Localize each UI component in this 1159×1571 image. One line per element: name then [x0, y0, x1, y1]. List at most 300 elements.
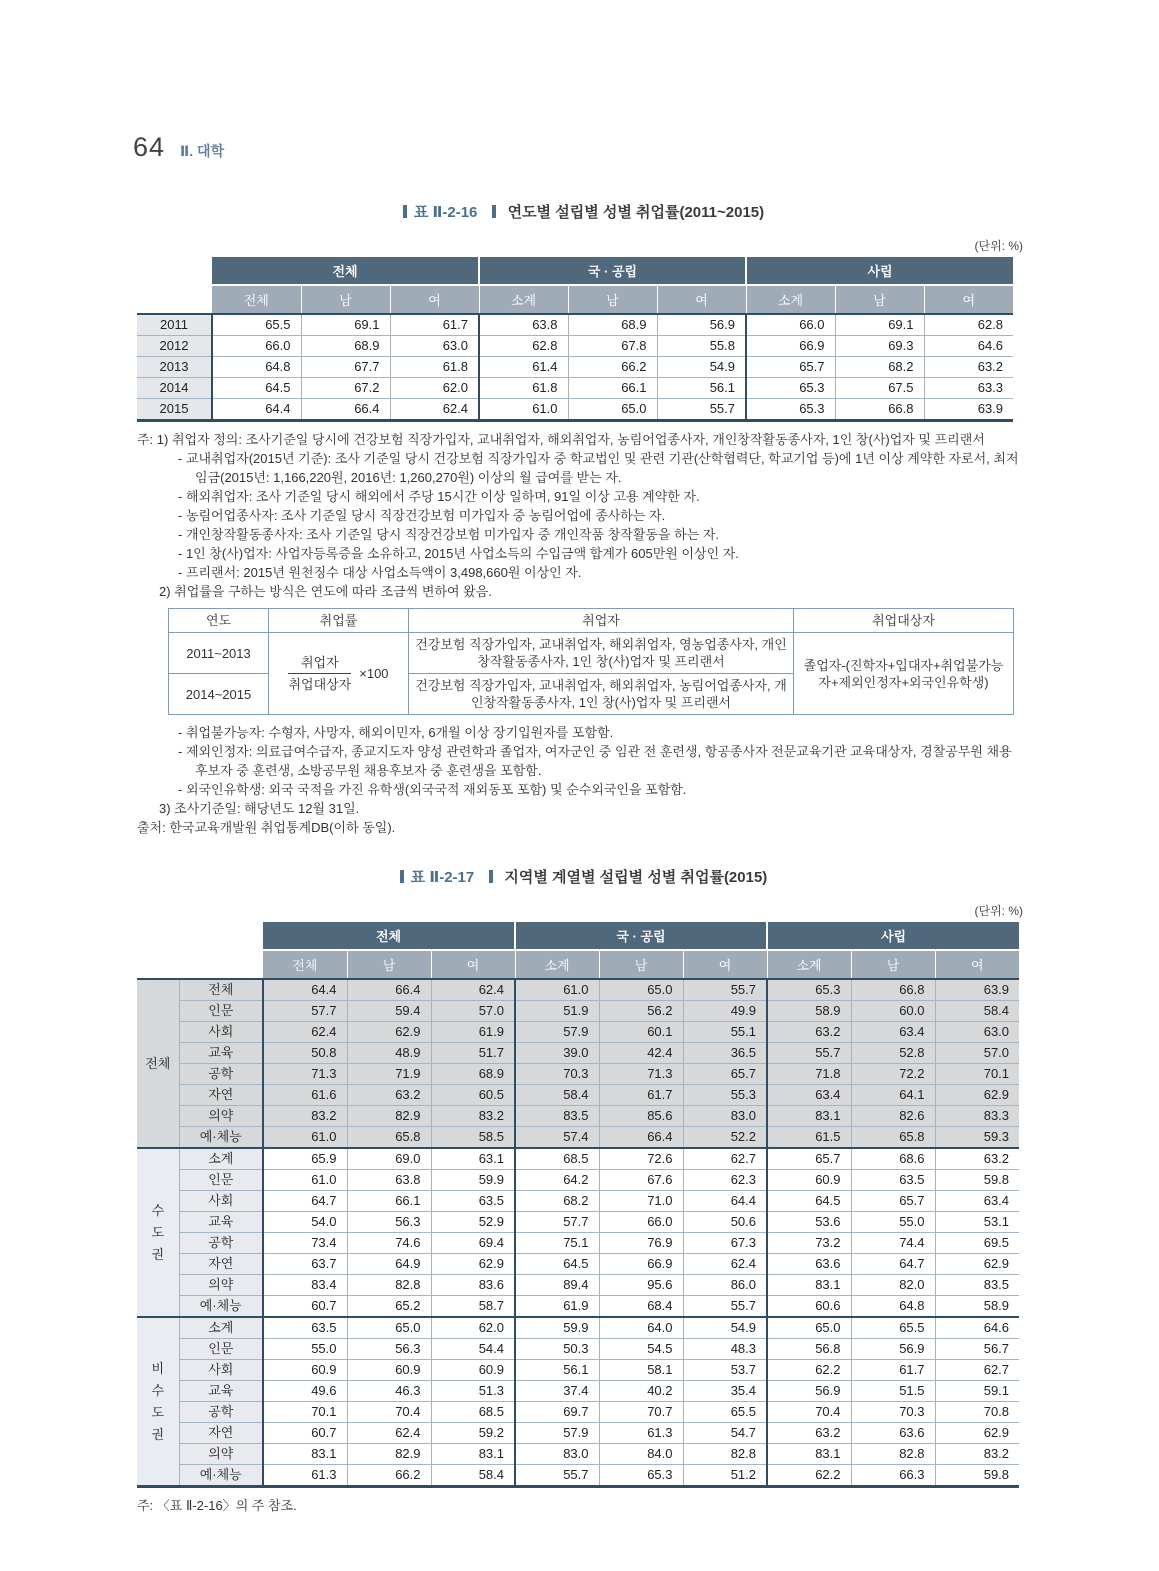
value-cell: 83.2	[935, 1444, 1019, 1465]
category-cell: 자연	[179, 1085, 263, 1106]
value-cell: 46.3	[347, 1381, 431, 1402]
value-cell: 74.4	[851, 1233, 935, 1254]
value-cell: 62.9	[935, 1423, 1019, 1444]
value-cell: 61.0	[263, 1170, 347, 1191]
formula-multiplier: ×100	[359, 666, 389, 681]
region-group-label: 수도권	[151, 1202, 165, 1262]
value-cell: 51.5	[851, 1381, 935, 1402]
value-cell: 54.9	[683, 1317, 767, 1339]
value-cell: 63.0	[935, 1022, 1019, 1043]
value-cell: 66.0	[212, 336, 301, 357]
value-cell: 55.0	[263, 1339, 347, 1360]
value-cell: 61.8	[479, 378, 568, 399]
page-content	[137, 204, 1023, 1514]
value-cell: 67.2	[301, 378, 390, 399]
value-cell: 67.7	[301, 357, 390, 378]
region-group-cell	[137, 1317, 179, 1487]
value-cell: 58.4	[431, 1465, 515, 1487]
value-cell: 65.0	[347, 1317, 431, 1339]
value-cell: 63.9	[924, 399, 1013, 421]
table2-unit-label: (단위: %)	[974, 904, 1023, 918]
value-cell: 52.8	[851, 1043, 935, 1064]
category-cell: 예·체능	[179, 1296, 263, 1318]
column-sub-header: 여	[683, 950, 767, 979]
value-cell: 82.8	[851, 1444, 935, 1465]
value-cell: 84.0	[599, 1444, 683, 1465]
value-cell: 63.2	[767, 1423, 851, 1444]
value-cell: 62.4	[347, 1423, 431, 1444]
table-title-bar-icon	[400, 870, 404, 883]
value-cell: 49.6	[263, 1381, 347, 1402]
value-cell: 57.9	[515, 1022, 599, 1043]
value-cell: 59.3	[935, 1127, 1019, 1149]
value-cell: 83.1	[767, 1275, 851, 1296]
formula-header-year: 연도	[169, 609, 269, 633]
column-sub-header: 남	[347, 950, 431, 979]
table-row	[137, 1296, 1019, 1318]
value-cell: 82.6	[851, 1106, 935, 1127]
value-cell: 66.0	[599, 1212, 683, 1233]
value-cell: 63.0	[390, 336, 479, 357]
value-cell: 65.3	[746, 378, 835, 399]
value-cell: 65.0	[568, 399, 657, 421]
value-cell: 53.6	[767, 1212, 851, 1233]
table-row	[137, 314, 1013, 336]
value-cell: 63.5	[431, 1191, 515, 1212]
value-cell: 75.1	[515, 1233, 599, 1254]
value-cell: 64.4	[683, 1191, 767, 1212]
value-cell: 62.4	[390, 399, 479, 421]
value-cell: 65.3	[599, 1465, 683, 1487]
value-cell: 61.6	[263, 1085, 347, 1106]
value-cell: 61.9	[431, 1022, 515, 1043]
value-cell: 61.0	[479, 399, 568, 421]
note-item: 출처: 한국교육개발원 취업통계DB(이하 동일).	[137, 820, 396, 835]
table-row	[137, 1212, 1019, 1233]
category-cell: 사회	[179, 1022, 263, 1043]
value-cell: 74.6	[347, 1233, 431, 1254]
table-row	[137, 336, 1013, 357]
category-cell: 사회	[179, 1191, 263, 1212]
value-cell: 71.8	[767, 1064, 851, 1085]
table1-notes-continued	[137, 723, 1023, 837]
year-cell: 2013	[137, 357, 212, 378]
value-cell: 68.9	[568, 314, 657, 336]
value-cell: 64.8	[851, 1296, 935, 1318]
value-cell: 55.8	[657, 336, 746, 357]
value-cell: 64.8	[212, 357, 301, 378]
value-cell: 71.3	[263, 1064, 347, 1085]
column-sub-header: 여	[657, 285, 746, 314]
table-row	[137, 1191, 1019, 1212]
column-sub-header: 여	[924, 285, 1013, 314]
value-cell: 67.5	[835, 378, 924, 399]
region-group-cell	[137, 979, 179, 1148]
value-cell: 63.8	[479, 314, 568, 336]
value-cell: 58.1	[599, 1360, 683, 1381]
page-number: 64	[133, 132, 166, 162]
value-cell: 52.9	[431, 1212, 515, 1233]
value-cell: 62.0	[431, 1317, 515, 1339]
value-cell: 62.4	[683, 1254, 767, 1275]
category-cell: 사회	[179, 1360, 263, 1381]
value-cell: 66.4	[599, 1127, 683, 1149]
value-cell: 83.3	[935, 1106, 1019, 1127]
value-cell: 73.2	[767, 1233, 851, 1254]
table1-title	[137, 204, 1023, 222]
value-cell: 60.7	[263, 1423, 347, 1444]
table2-footnote: 주: 〈표 Ⅱ-2-16〉의 주 참조.	[137, 1498, 297, 1513]
value-cell: 52.2	[683, 1127, 767, 1149]
value-cell: 62.2	[767, 1465, 851, 1487]
table-row	[137, 1317, 1019, 1339]
value-cell: 63.7	[263, 1254, 347, 1275]
value-cell: 55.7	[515, 1465, 599, 1487]
value-cell: 65.0	[599, 979, 683, 1001]
value-cell: 64.7	[263, 1191, 347, 1212]
value-cell: 69.0	[347, 1148, 431, 1170]
value-cell: 65.8	[851, 1127, 935, 1149]
table-title-bar-icon	[492, 205, 496, 218]
value-cell: 59.2	[431, 1423, 515, 1444]
table1-notes	[137, 430, 1023, 601]
category-cell: 공학	[179, 1064, 263, 1085]
column-sub-header: 남	[599, 950, 683, 979]
value-cell: 60.1	[599, 1022, 683, 1043]
value-cell: 69.5	[935, 1233, 1019, 1254]
formula-header-target: 취업대상자	[794, 609, 1014, 633]
value-cell: 37.4	[515, 1381, 599, 1402]
value-cell: 68.4	[599, 1296, 683, 1318]
column-group-header: 국 · 공립	[479, 257, 746, 285]
value-cell: 63.9	[935, 979, 1019, 1001]
table-row	[137, 1233, 1019, 1254]
value-cell: 71.0	[599, 1191, 683, 1212]
note-item: - 외국인유학생: 외국 국적을 가진 유학생(외국국적 재외동포 포함) 및 순수외국인을 포함함.	[178, 782, 687, 797]
value-cell: 59.9	[515, 1317, 599, 1339]
value-cell: 55.7	[683, 979, 767, 1001]
column-sub-header: 전체	[212, 285, 301, 314]
value-cell: 55.0	[851, 1212, 935, 1233]
table-row	[137, 1339, 1019, 1360]
table-row	[137, 1381, 1019, 1402]
value-cell: 61.0	[515, 979, 599, 1001]
value-cell: 63.1	[431, 1148, 515, 1170]
column-sub-header: 남	[301, 285, 390, 314]
category-cell: 인문	[179, 1170, 263, 1191]
value-cell: 39.0	[515, 1043, 599, 1064]
employment-rate-formula-table	[168, 608, 1014, 715]
table-row	[137, 1170, 1019, 1191]
value-cell: 49.9	[683, 1001, 767, 1022]
table-row	[137, 1423, 1019, 1444]
table1-title-text: 연도별 설립별 성별 취업률(2011~2015)	[507, 204, 765, 221]
value-cell: 51.7	[431, 1043, 515, 1064]
formula-target-cell: 졸업자-(진학자+입대자+취업불가능자+제외인정자+외국인유학생)	[794, 633, 1014, 715]
value-cell: 58.4	[515, 1085, 599, 1106]
value-cell: 48.3	[683, 1339, 767, 1360]
value-cell: 65.7	[683, 1064, 767, 1085]
category-cell: 의약	[179, 1275, 263, 1296]
value-cell: 56.9	[657, 314, 746, 336]
value-cell: 56.2	[599, 1001, 683, 1022]
value-cell: 56.3	[347, 1212, 431, 1233]
value-cell: 82.8	[347, 1275, 431, 1296]
category-cell: 전체	[179, 979, 263, 1001]
region-group-label: 전체	[145, 1055, 171, 1071]
category-cell: 인문	[179, 1339, 263, 1360]
value-cell: 66.4	[301, 399, 390, 421]
value-cell: 57.7	[515, 1212, 599, 1233]
value-cell: 61.8	[390, 357, 479, 378]
value-cell: 68.2	[515, 1191, 599, 1212]
value-cell: 61.9	[515, 1296, 599, 1318]
column-sub-header: 소계	[746, 285, 835, 314]
table-row	[137, 1106, 1019, 1127]
formula-rate-cell	[269, 633, 409, 715]
value-cell: 50.8	[263, 1043, 347, 1064]
value-cell: 59.4	[347, 1001, 431, 1022]
value-cell: 61.3	[263, 1465, 347, 1487]
value-cell: 89.4	[515, 1275, 599, 1296]
value-cell: 85.6	[599, 1106, 683, 1127]
value-cell: 61.7	[390, 314, 479, 336]
value-cell: 62.4	[263, 1022, 347, 1043]
value-cell: 35.4	[683, 1381, 767, 1402]
value-cell: 56.8	[767, 1339, 851, 1360]
value-cell: 59.9	[431, 1170, 515, 1191]
table-row	[137, 1001, 1019, 1022]
region-group-label: 비수도권	[151, 1360, 165, 1442]
value-cell: 58.7	[431, 1296, 515, 1318]
table-row	[137, 1444, 1019, 1465]
table2-title-number: 표 Ⅱ-2-17	[410, 869, 475, 886]
value-cell: 64.2	[515, 1170, 599, 1191]
value-cell: 62.2	[767, 1360, 851, 1381]
value-cell: 76.9	[599, 1233, 683, 1254]
value-cell: 62.0	[390, 378, 479, 399]
employment-rate-by-region-table	[137, 922, 1019, 1488]
category-cell: 자연	[179, 1423, 263, 1444]
value-cell: 65.3	[746, 399, 835, 421]
formula-period-cell: 2011~2013	[169, 633, 269, 674]
value-cell: 63.6	[767, 1254, 851, 1275]
note-item: - 해외취업자: 조사 기준일 당시 해외에서 주당 15시간 이상 일하며, 91일 이상 고용 계약한 자.	[178, 489, 700, 504]
value-cell: 83.6	[431, 1275, 515, 1296]
value-cell: 53.7	[683, 1360, 767, 1381]
value-cell: 70.1	[935, 1064, 1019, 1085]
value-cell: 83.0	[683, 1106, 767, 1127]
value-cell: 68.5	[515, 1148, 599, 1170]
value-cell: 60.7	[263, 1296, 347, 1318]
value-cell: 56.3	[347, 1339, 431, 1360]
year-cell: 2015	[137, 399, 212, 421]
value-cell: 60.9	[263, 1360, 347, 1381]
value-cell: 42.4	[599, 1043, 683, 1064]
value-cell: 83.1	[263, 1444, 347, 1465]
value-cell: 82.8	[683, 1444, 767, 1465]
value-cell: 54.4	[431, 1339, 515, 1360]
value-cell: 65.7	[851, 1191, 935, 1212]
value-cell: 56.9	[767, 1381, 851, 1402]
value-cell: 68.5	[431, 1402, 515, 1423]
value-cell: 66.4	[347, 979, 431, 1001]
value-cell: 66.2	[568, 357, 657, 378]
category-cell: 공학	[179, 1402, 263, 1423]
value-cell: 66.1	[347, 1191, 431, 1212]
value-cell: 59.8	[935, 1465, 1019, 1487]
column-sub-header: 남	[568, 285, 657, 314]
value-cell: 70.7	[599, 1402, 683, 1423]
value-cell: 64.5	[767, 1191, 851, 1212]
value-cell: 61.0	[263, 1127, 347, 1149]
value-cell: 57.4	[515, 1127, 599, 1149]
year-cell: 2011	[137, 314, 212, 336]
formula-header-rate: 취업률	[269, 609, 409, 633]
note-item: - 프리랜서: 2015년 원천징수 대상 사업소득액이 3,498,660원 이상인 자.	[178, 565, 582, 580]
category-cell: 의약	[179, 1444, 263, 1465]
value-cell: 65.5	[683, 1402, 767, 1423]
value-cell: 64.6	[924, 336, 1013, 357]
value-cell: 63.2	[935, 1148, 1019, 1170]
value-cell: 62.9	[935, 1085, 1019, 1106]
value-cell: 64.4	[212, 399, 301, 421]
value-cell: 61.4	[479, 357, 568, 378]
table1-title-number: 표 Ⅱ-2-16	[413, 204, 478, 221]
value-cell: 61.7	[851, 1360, 935, 1381]
value-cell: 83.1	[767, 1444, 851, 1465]
value-cell: 60.6	[767, 1296, 851, 1318]
value-cell: 62.9	[935, 1254, 1019, 1275]
formula-denominator: 취업대상자	[288, 673, 351, 693]
column-sub-header: 소계	[479, 285, 568, 314]
value-cell: 48.9	[347, 1043, 431, 1064]
value-cell: 60.9	[347, 1360, 431, 1381]
value-cell: 55.7	[683, 1296, 767, 1318]
column-sub-header: 남	[851, 950, 935, 979]
value-cell: 86.0	[683, 1275, 767, 1296]
value-cell: 73.4	[263, 1233, 347, 1254]
value-cell: 63.4	[935, 1191, 1019, 1212]
value-cell: 54.7	[683, 1423, 767, 1444]
category-cell: 소계	[179, 1317, 263, 1339]
section-label: Ⅱ. 대학	[180, 143, 225, 159]
value-cell: 66.2	[347, 1465, 431, 1487]
value-cell: 82.9	[347, 1106, 431, 1127]
category-cell: 자연	[179, 1254, 263, 1275]
note-item: 2) 취업률을 구하는 방식은 연도에 따라 조금씩 변하여 왔음.	[159, 584, 492, 599]
value-cell: 67.6	[599, 1170, 683, 1191]
value-cell: 69.4	[431, 1233, 515, 1254]
value-cell: 63.2	[924, 357, 1013, 378]
value-cell: 62.3	[683, 1170, 767, 1191]
value-cell: 57.7	[263, 1001, 347, 1022]
category-cell: 소계	[179, 1148, 263, 1170]
value-cell: 69.3	[835, 336, 924, 357]
value-cell: 58.4	[935, 1001, 1019, 1022]
column-sub-header: 남	[835, 285, 924, 314]
value-cell: 72.2	[851, 1064, 935, 1085]
table-row	[137, 1254, 1019, 1275]
value-cell: 69.1	[301, 314, 390, 336]
note-item: - 교내취업자(2015년 기준): 조사 기준일 당시 건강보험 직장가입자 중 학교법인 및 관련 기관(산학협력단, 학교기업 등)에 1년 이상 계약한 자로서, 최저임금(2015년: 1,166,220원, 2016년: 1,260,270원) 이상의 월 급여를 받는 자.	[178, 451, 1019, 485]
value-cell: 51.9	[515, 1001, 599, 1022]
value-cell: 70.3	[515, 1064, 599, 1085]
table-row	[137, 1043, 1019, 1064]
value-cell: 56.9	[851, 1339, 935, 1360]
value-cell: 64.0	[599, 1317, 683, 1339]
value-cell: 61.3	[599, 1423, 683, 1444]
category-cell: 교육	[179, 1212, 263, 1233]
value-cell: 57.9	[515, 1423, 599, 1444]
table-row	[137, 1275, 1019, 1296]
value-cell: 58.5	[431, 1127, 515, 1149]
value-cell: 59.8	[935, 1170, 1019, 1191]
note-item: 3) 조사기준일: 해당년도 12월 31일.	[159, 801, 360, 816]
value-cell: 55.7	[767, 1043, 851, 1064]
value-cell: 70.4	[767, 1402, 851, 1423]
value-cell: 83.1	[767, 1106, 851, 1127]
note-item: - 1인 창(사)업자: 사업자등록증을 소유하고, 2015년 사업소득의 수입금액 합계가 605만원 이상인 자.	[178, 546, 739, 561]
year-cell: 2012	[137, 336, 212, 357]
category-cell: 교육	[179, 1043, 263, 1064]
column-sub-header: 전체	[263, 950, 347, 979]
note-item: 주: 1) 취업자 정의: 조사기준일 당시에 건강보험 직장가입자, 교내취업자, 해외취업자, 농림어업종사자, 개인창작활동종사자, 1인 창(사)업자 및 프리랜서	[137, 432, 985, 447]
value-cell: 54.9	[657, 357, 746, 378]
value-cell: 68.9	[301, 336, 390, 357]
value-cell: 53.1	[935, 1212, 1019, 1233]
value-cell: 65.8	[347, 1127, 431, 1149]
table-row	[137, 357, 1013, 378]
region-group-cell	[137, 1148, 179, 1317]
value-cell: 64.5	[212, 378, 301, 399]
table-row	[137, 1402, 1019, 1423]
table-row	[137, 1064, 1019, 1085]
value-cell: 56.7	[935, 1339, 1019, 1360]
table2-title-text: 지역별 계열별 설립별 성별 취업률(2015)	[504, 869, 768, 886]
value-cell: 82.9	[347, 1444, 431, 1465]
value-cell: 65.0	[767, 1317, 851, 1339]
year-cell: 2014	[137, 378, 212, 399]
value-cell: 66.3	[851, 1465, 935, 1487]
value-cell: 56.1	[515, 1360, 599, 1381]
value-cell: 59.1	[935, 1381, 1019, 1402]
value-cell: 63.2	[347, 1085, 431, 1106]
value-cell: 63.4	[767, 1085, 851, 1106]
value-cell: 55.7	[657, 399, 746, 421]
value-cell: 82.0	[851, 1275, 935, 1296]
value-cell: 50.3	[515, 1339, 599, 1360]
value-cell: 51.2	[683, 1465, 767, 1487]
value-cell: 83.1	[431, 1444, 515, 1465]
value-cell: 51.3	[431, 1381, 515, 1402]
value-cell: 58.9	[935, 1296, 1019, 1318]
column-group-header: 전체	[212, 257, 479, 285]
note-item: - 농림어업종사자: 조사 기준일 당시 직장건강보험 미가입자 중 농림어업에 종사하는 자.	[178, 508, 666, 523]
column-group-header: 사립	[746, 257, 1013, 285]
value-cell: 64.9	[347, 1254, 431, 1275]
value-cell: 55.1	[683, 1022, 767, 1043]
value-cell: 62.9	[347, 1022, 431, 1043]
value-cell: 58.9	[767, 1001, 851, 1022]
value-cell: 65.9	[263, 1148, 347, 1170]
formula-employed-cell: 건강보험 직장가입자, 교내취업자, 해외취업자, 영농업종사자, 개인창작활동종사자, 1인 창(사)업자 및 프리랜서	[409, 633, 794, 674]
value-cell: 66.0	[746, 314, 835, 336]
value-cell: 68.2	[835, 357, 924, 378]
value-cell: 66.9	[746, 336, 835, 357]
value-cell: 50.6	[683, 1212, 767, 1233]
value-cell: 62.9	[431, 1254, 515, 1275]
